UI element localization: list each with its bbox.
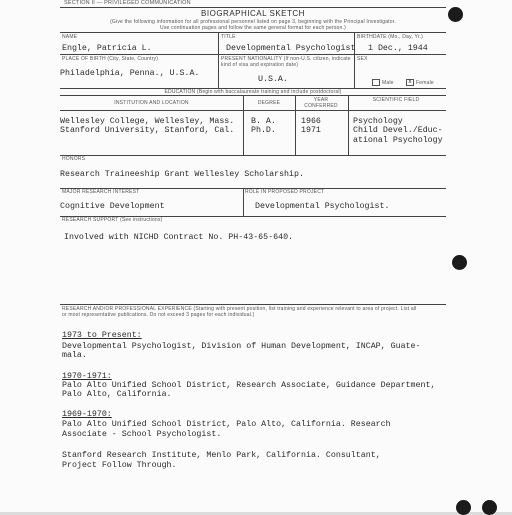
sex-label: SEX [357, 56, 368, 62]
experience-3-line-2: Associate - School Psychologist. [62, 430, 222, 439]
punch-hole-middle [452, 255, 467, 270]
name-value: Engle, Patricia L. [62, 44, 152, 53]
female-checkbox[interactable]: x [406, 79, 414, 86]
row1-top-rule [60, 32, 446, 33]
research-support-label: RESEARCH SUPPORT (See instructions) [62, 217, 163, 223]
female-label: Female [416, 79, 434, 86]
experience-4-line-1: Stanford Research Institute, Menlo Park, California. Consultant, [62, 451, 381, 460]
education-heading-rule [60, 95, 446, 96]
punch-hole-bottom-left [456, 500, 471, 515]
experience-1-line-1: Developmental Psychologist, Division of Human Development, INCAP, Guate- [62, 342, 421, 351]
punch-hole-bottom-right [482, 500, 497, 515]
field-2: Child Devel./Educ- [353, 126, 443, 135]
experience-1-date: 1973 to Present: [62, 331, 142, 340]
experience-2-line-1: Palo Alto Unified School District, Research Associate, Guidance Department, [62, 381, 436, 390]
honors-value: Research Traineeship Grant Wellesley Scholarship. [60, 170, 304, 179]
experience-top-rule [60, 304, 446, 305]
birthplace-value: Philadelphia, Penna., U.S.A. [60, 69, 200, 78]
experience-label-1: RESEARCH AND/OR PROFESSIONAL EXPERIENCE (Starting with present position, list training and experience relevant to area of project. List all [62, 306, 417, 312]
degree-column-header: DEGREE [257, 100, 281, 106]
form-title: BIOGRAPHICAL SKETCH [201, 9, 305, 18]
institution-2: Stanford University, Stanford, Cal. [60, 126, 235, 135]
education-col-divider-2 [295, 95, 296, 155]
field-column-header: SCIENTIFIC FIELD [372, 97, 420, 103]
honors-top-rule [60, 155, 446, 156]
research-interest-value: Cognitive Development [60, 202, 165, 211]
row1-divider-1 [218, 32, 219, 54]
field-3: ational Psychology [353, 136, 443, 145]
form-instruction-2: Use continuation pages and follow the same general format for each person.) [160, 25, 346, 31]
top-rule [60, 7, 446, 8]
form-instruction-1: (Give the following information for all professional personnel listed on page 3, beginning with the Principal Investigator. [110, 19, 396, 25]
year-2: 1971 [301, 126, 321, 135]
section-heading: SECTION II — PRIVILEGED COMMUNICATION [64, 0, 191, 6]
interest-divider [243, 188, 244, 216]
row2-top-rule [60, 54, 446, 55]
experience-3-date: 1969-1970: [62, 410, 112, 419]
education-heading: EDUCATION (Begin with baccalaureate training and include postdoctoral) [164, 89, 342, 95]
experience-1-line-2: mala. [62, 351, 87, 360]
honors-label: HONORS [62, 156, 86, 162]
institution-column-header: INSTITUTION AND LOCATION [114, 100, 189, 106]
male-checkbox[interactable] [372, 79, 380, 86]
birthdate-label: BIRTHDATE (Mo., Day, Yr.) [357, 34, 424, 40]
birthplace-label: PLACE OF BIRTH (City, State, Country) [62, 56, 159, 62]
experience-4-line-2: Project Follow Through. [62, 461, 177, 470]
experience-2-line-2: Palo Alto, California. [62, 390, 172, 399]
nationality-value: U.S.A. [258, 75, 288, 84]
row2-divider-1 [218, 54, 219, 88]
degree-1: B. A. [251, 117, 276, 126]
title-label: TITLE [221, 34, 236, 40]
role-label: ROLE IN PROPOSED PROJECT [245, 189, 325, 195]
role-value: Developmental Psychologist. [255, 202, 390, 211]
research-support-value: Involved with NICHD Contract No. PH-43-65-640. [64, 233, 294, 242]
row2-divider-2 [354, 54, 355, 88]
punch-hole-top [448, 7, 463, 22]
year-1: 1966 [301, 117, 321, 126]
institution-1: Wellesley College, Wellesley, Mass. [60, 117, 235, 126]
experience-3-line-1: Palo Alto Unified School District, Palo Alto, California. Research [62, 420, 391, 429]
research-interest-label: MAJOR RESEARCH INTEREST [62, 189, 140, 195]
field-1: Psychology [353, 117, 403, 126]
degree-2: Ph.D. [251, 126, 276, 135]
experience-2-date: 1970-1971: [62, 372, 112, 381]
birthdate-value: 1 Dec., 1944 [368, 44, 428, 53]
education-header-rule [60, 110, 446, 111]
education-col-divider-3 [348, 95, 349, 155]
sex-male-option [372, 79, 394, 86]
experience-label-2: or most representative publications. Do not exceed 3 pages for each individual.) [62, 312, 255, 318]
male-label: Male [382, 79, 394, 86]
title-value: Developmental Psychologist [226, 44, 356, 53]
name-label: NAME [62, 34, 78, 40]
sex-female-option [406, 79, 434, 86]
year-column-header: YEAR CONFERRED [304, 97, 338, 109]
nationality-label: PRESENT NATIONALITY (If non-U.S. citizen, indicate kind of visa and expiration date) [221, 56, 351, 68]
